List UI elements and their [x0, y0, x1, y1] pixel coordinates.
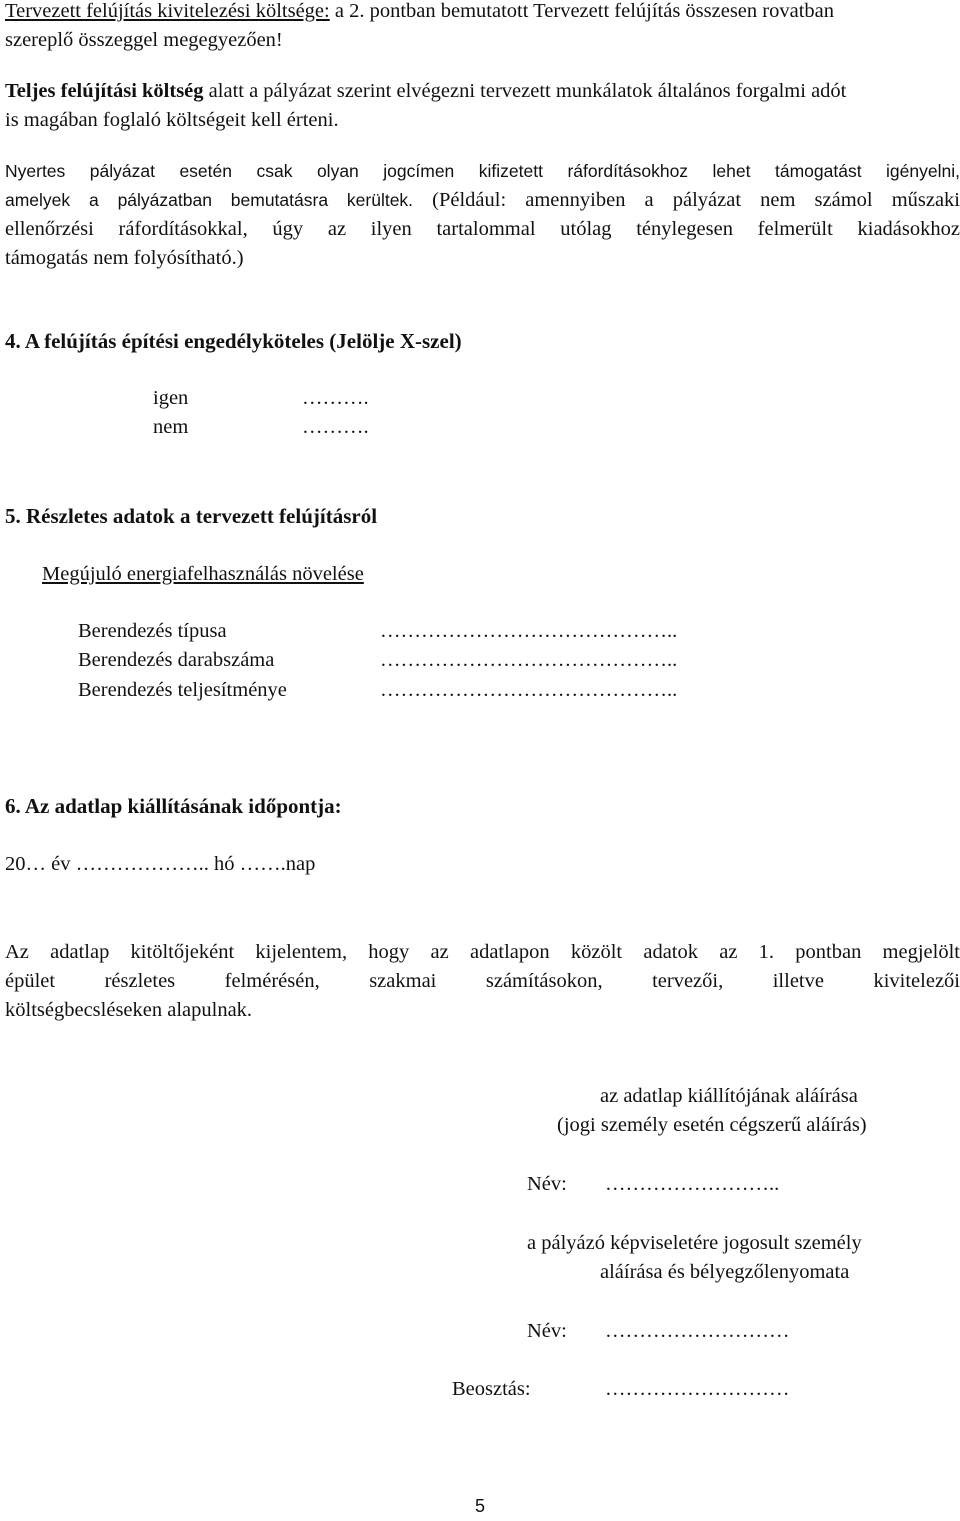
total-cost-text-2: is magában foglaló költségeit kell érteni. — [5, 109, 339, 131]
field-count-label: Berendezés darabszáma — [78, 649, 275, 671]
option-nem-blank[interactable]: ………. — [302, 416, 369, 438]
option-igen-blank[interactable]: ………. — [302, 387, 369, 409]
option-igen-label: igen — [153, 387, 189, 409]
representative-caption: a pályázó képviseletére jogosult személy — [527, 1232, 862, 1254]
section-5-heading: 5. Részletes adatok a tervezett felújításról — [5, 504, 378, 528]
winning-text-2a: amelyek a pályázatban bemutatásra kerültek. — [5, 190, 414, 210]
winning-paragraph — [5, 157, 960, 273]
option-nem-label: nem — [153, 416, 189, 438]
representative-name-label: Név: — [527, 1320, 567, 1342]
issuer-signature-caption: az adatlap kiállítójának aláírása — [600, 1085, 858, 1107]
winning-text-4: támogatás nem folyósítható.) — [5, 247, 244, 269]
field-type-label: Berendezés típusa — [78, 620, 227, 642]
total-cost-paragraph — [5, 77, 960, 135]
declaration-text-3: költségbecsléseken alapulnak. — [5, 999, 253, 1021]
issuer-name-blank[interactable]: …………………….. — [605, 1173, 780, 1195]
cost-paragraph — [5, 0, 960, 55]
section-4-heading: 4. A felújítás építési engedélyköteles (Jelölje X-szel) — [5, 329, 462, 353]
declaration-text-2: épület részletes felmérésén, szakmai számításokon, tervezői, illetve kivitelezői — [5, 970, 960, 992]
page-number: 5 — [475, 1496, 486, 1516]
cost-text-2: szereplő összeggel megegyezően! — [5, 29, 283, 51]
total-cost-term: Teljes felújítási költség — [5, 80, 204, 102]
section-5-subheading: Megújuló energiafelhasználás növelése — [42, 563, 364, 585]
field-type-blank[interactable]: …………………………………….. — [380, 620, 678, 642]
field-power-label: Berendezés teljesítménye — [78, 679, 287, 701]
representative-note: aláírása és bélyegzőlenyomata — [600, 1261, 850, 1283]
field-power-blank[interactable]: …………………………………….. — [380, 679, 678, 701]
field-count-blank[interactable]: …………………………………….. — [380, 649, 678, 671]
issuer-signature-note: (jogi személy esetén cégszerű aláírás) — [557, 1114, 867, 1136]
date-line[interactable]: 20… év ……………….. hó …….nap — [5, 853, 316, 875]
winning-text-2b: (Például: amennyiben a pályázat nem számol műszaki — [413, 189, 960, 211]
cost-text-1: a 2. pontban bemutatott Tervezett felújítás összesen rovatban — [329, 0, 834, 22]
declaration-text-1: Az adatlap kitöltőjeként kijelentem, hogy az adatlapon közölt adatok az 1. pontban megjelölt — [5, 941, 960, 963]
declaration-paragraph — [5, 938, 960, 1025]
section-6-heading: 6. Az adatlap kiállításának időpontja: — [5, 794, 342, 818]
position-blank[interactable]: ……………………… — [605, 1378, 790, 1400]
position-label: Beosztás: — [452, 1378, 531, 1400]
cost-term: Tervezett felújítás kivitelezési költsége: — [5, 0, 330, 22]
issuer-name-label: Név: — [527, 1173, 567, 1195]
winning-text-3: ellenőrzési ráfordításokkal, úgy az ilyen tartalommal utólag ténylegesen felmerült kiadásokhoz — [5, 218, 960, 240]
winning-text-1: Nyertes pályázat esetén csak olyan jogcímen kifizetett ráfordításokhoz lehet támogatást igényelni, — [5, 161, 960, 181]
total-cost-text-1: alatt a pályázat szerint elvégezni tervezett munkálatok általános forgalmi adót — [203, 80, 847, 102]
representative-name-blank[interactable]: ……………………… — [605, 1320, 790, 1342]
